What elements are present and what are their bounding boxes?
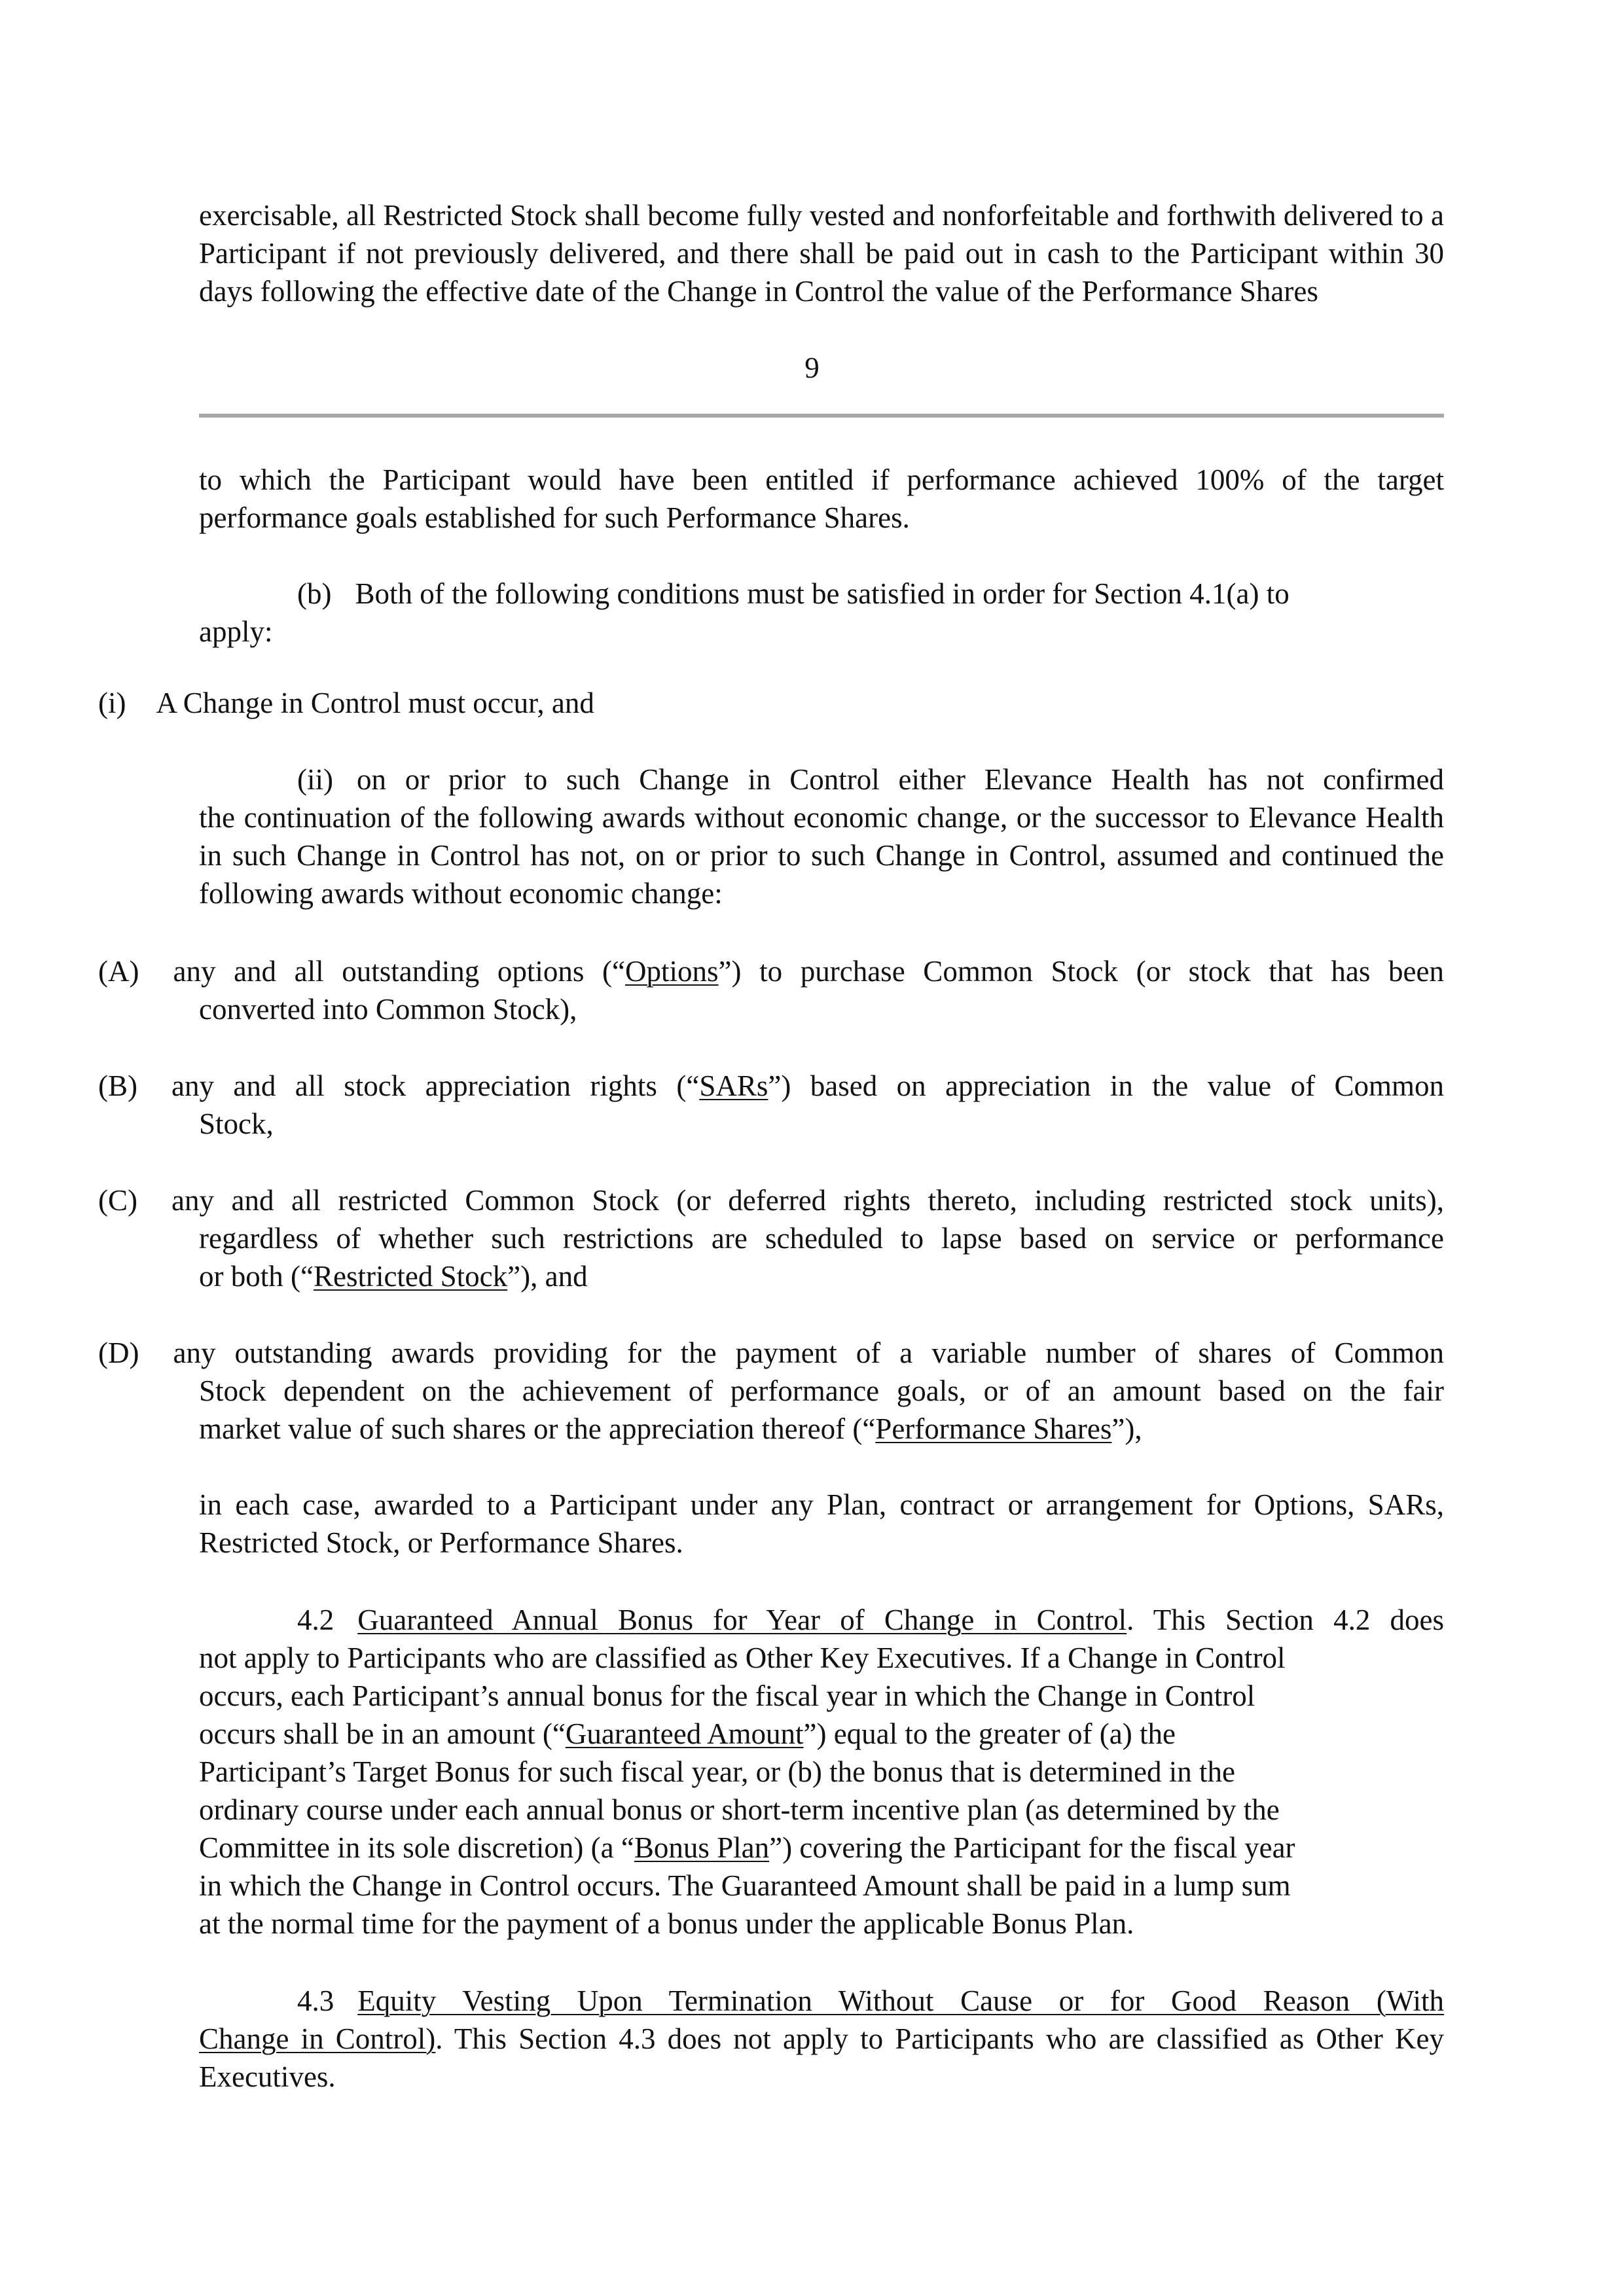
section-4-2-heading: Guaranteed Annual Bonus for Year of Change in Control	[357, 1604, 1127, 1636]
section-4-2	[199, 1601, 1444, 1943]
section-4-3-heading-line1: Equity Vesting Upon Termination Without Cause or for Good Reason (With	[357, 1984, 1444, 2017]
section-4-3-rest	[199, 2020, 1444, 2096]
award-item-c-post: ”), and	[507, 1260, 588, 1293]
award-item-d	[98, 1334, 1444, 1448]
section-4-3-heading-line2: Change in Control)	[199, 2022, 436, 2055]
clause-ii	[199, 761, 1444, 912]
section-4-2-line4-post: ”) equal to the greater of (a) the	[803, 1717, 1176, 1750]
clause-ii-label: (ii)	[297, 763, 333, 796]
award-item-d-line3	[98, 1410, 1444, 1448]
clause-i	[98, 684, 1444, 722]
award-item-c-pre: or both (“	[199, 1260, 314, 1293]
clause-b-line1	[199, 575, 1444, 613]
page-break-rule	[199, 414, 1444, 418]
award-item-d-line1	[98, 1334, 1444, 1372]
clause-ii-rest: the continuation of the following awards without economic change, or the successor to Elevance Health in such Change in Control has not, on or prior to such Change in Control, assumed and continued the following awards without economic change:	[199, 801, 1444, 910]
award-item-b-post: ”) based on appreciation in the value of Common	[768, 1069, 1445, 1102]
section-4-2-line6: ordinary course under each annual bonus or short-term incentive plan (as determined by the	[199, 1793, 1280, 1826]
clause-b-label: (b)	[297, 577, 332, 610]
award-item-d-post: ”),	[1111, 1412, 1142, 1445]
page-number: 9	[804, 351, 820, 384]
award-item-b-rest: Stock,	[199, 1107, 274, 1140]
award-item-a	[98, 952, 1444, 1028]
award-item-a-post: ”) to purchase Common Stock (or stock that has been	[718, 955, 1444, 988]
carryover-paragraph: exercisable, all Restricted Stock shall become fully vested and nonforfeitable and forthwith delivered to a Participant if not previously delivered, and there shall be paid out in cash to the Participant within 30 days following the effective date of the Change in Control the value of the Performance Shares	[199, 199, 1444, 308]
award-item-d-text-line1: any outstanding awards providing for the payment of a variable number of shares of Common	[173, 1336, 1444, 1369]
defined-term-performance-shares: Performance Shares	[875, 1412, 1112, 1445]
section-4-2-line2: not apply to Participants who are classified as Other Key Executives. If a Change in Control	[199, 1641, 1286, 1674]
clause-i-text: A Change in Control must occur, and	[156, 687, 594, 719]
section-4-2-line1	[199, 1601, 1444, 1639]
section-4-2-line8: in which the Change in Control occurs. The Guaranteed Amount shall be paid in a lump sum	[199, 1869, 1291, 1902]
award-item-c-line2: regardless of whether such restrictions are scheduled to lapse based on service or performance	[199, 1222, 1444, 1255]
award-item-d-line2: Stock dependent on the achievement of performance goals, or of an amount based on the fair	[199, 1374, 1444, 1407]
award-item-d-pre: market value of such shares or the appreciation thereof (“	[199, 1412, 876, 1445]
defined-term-restricted-stock: Restricted Stock	[313, 1260, 508, 1293]
award-item-c-line3	[98, 1257, 1444, 1295]
clause-b-line2: apply:	[199, 615, 273, 648]
award-item-d-label: (D)	[98, 1336, 139, 1369]
continuation-paragraph: to which the Participant would have been entitled if performance achieved 100% of the target performance goals established for such Performance Shares.	[199, 463, 1444, 534]
section-4-2-line5: Participant’s Target Bonus for such fiscal year, or (b) the bonus that is determined in the	[199, 1755, 1235, 1788]
section-4-3-line1	[199, 1982, 1444, 2020]
award-item-c	[98, 1181, 1444, 1295]
award-item-a-pre: any and all outstanding options (“	[173, 955, 626, 988]
section-4-2-line7-pre: Committee in its sole discretion) (a “	[199, 1831, 634, 1864]
award-item-b-label: (B)	[98, 1069, 137, 1102]
defined-term-guaranteed-amount: Guaranteed Amount	[565, 1717, 804, 1750]
clause-i-label: (i)	[98, 687, 126, 719]
clause-ii-line1	[199, 761, 1444, 798]
section-4-3-text: . This Section 4.3 does not apply to Participants who are classified as Other Key Executives.	[199, 2022, 1444, 2093]
section-4-3-number: 4.3	[297, 1984, 334, 2017]
section-4-2-line9: at the normal time for the payment of a bonus under the applicable Bonus Plan.	[199, 1907, 1134, 1940]
section-4-2-line3: occurs, each Participant’s annual bonus for the fiscal year in which the Change in Control	[199, 1679, 1255, 1712]
award-item-b-line1	[98, 1067, 1444, 1105]
clause-b-text: Both of the following conditions must be satisfied in order for Section 4.1(a) to	[355, 577, 1290, 610]
defined-term-bonus-plan: Bonus Plan	[634, 1831, 770, 1864]
section-4-2-line4	[199, 1715, 1444, 1753]
award-item-c-text-line1: any and all restricted Common Stock (or deferred rights thereto, including restricted stock units),	[171, 1184, 1444, 1217]
section-4-2-line1-post: . This Section 4.2 does	[1127, 1604, 1444, 1636]
award-item-a-rest: converted into Common Stock),	[199, 993, 577, 1026]
defined-term-options: Options	[625, 955, 719, 988]
section-4-3	[199, 1982, 1444, 2096]
clause-ii-text-line1: on or prior to such Change in Control either Elevance Health has not confirmed	[356, 763, 1444, 796]
defined-term-sars: SARs	[699, 1069, 768, 1102]
clause-b	[199, 575, 1444, 651]
award-item-c-line1	[98, 1181, 1444, 1219]
section-4-2-line7-post: ”) covering the Participant for the fiscal year	[769, 1831, 1295, 1864]
section-4-2-line7	[199, 1829, 1444, 1867]
award-item-b-pre: any and all stock appreciation rights (“	[171, 1069, 700, 1102]
in-each-case-paragraph: in each case, awarded to a Participant under any Plan, contract or arrangement for Options, SARs, Restricted Stock, or Performance Shares.	[199, 1488, 1444, 1559]
section-4-2-line4-pre: occurs shall be in an amount (“	[199, 1717, 566, 1750]
award-item-a-label: (A)	[98, 955, 139, 988]
award-item-b	[98, 1067, 1444, 1143]
award-item-a-line1	[98, 952, 1444, 990]
section-4-2-number: 4.2	[297, 1604, 334, 1636]
award-item-c-label: (C)	[98, 1184, 137, 1217]
